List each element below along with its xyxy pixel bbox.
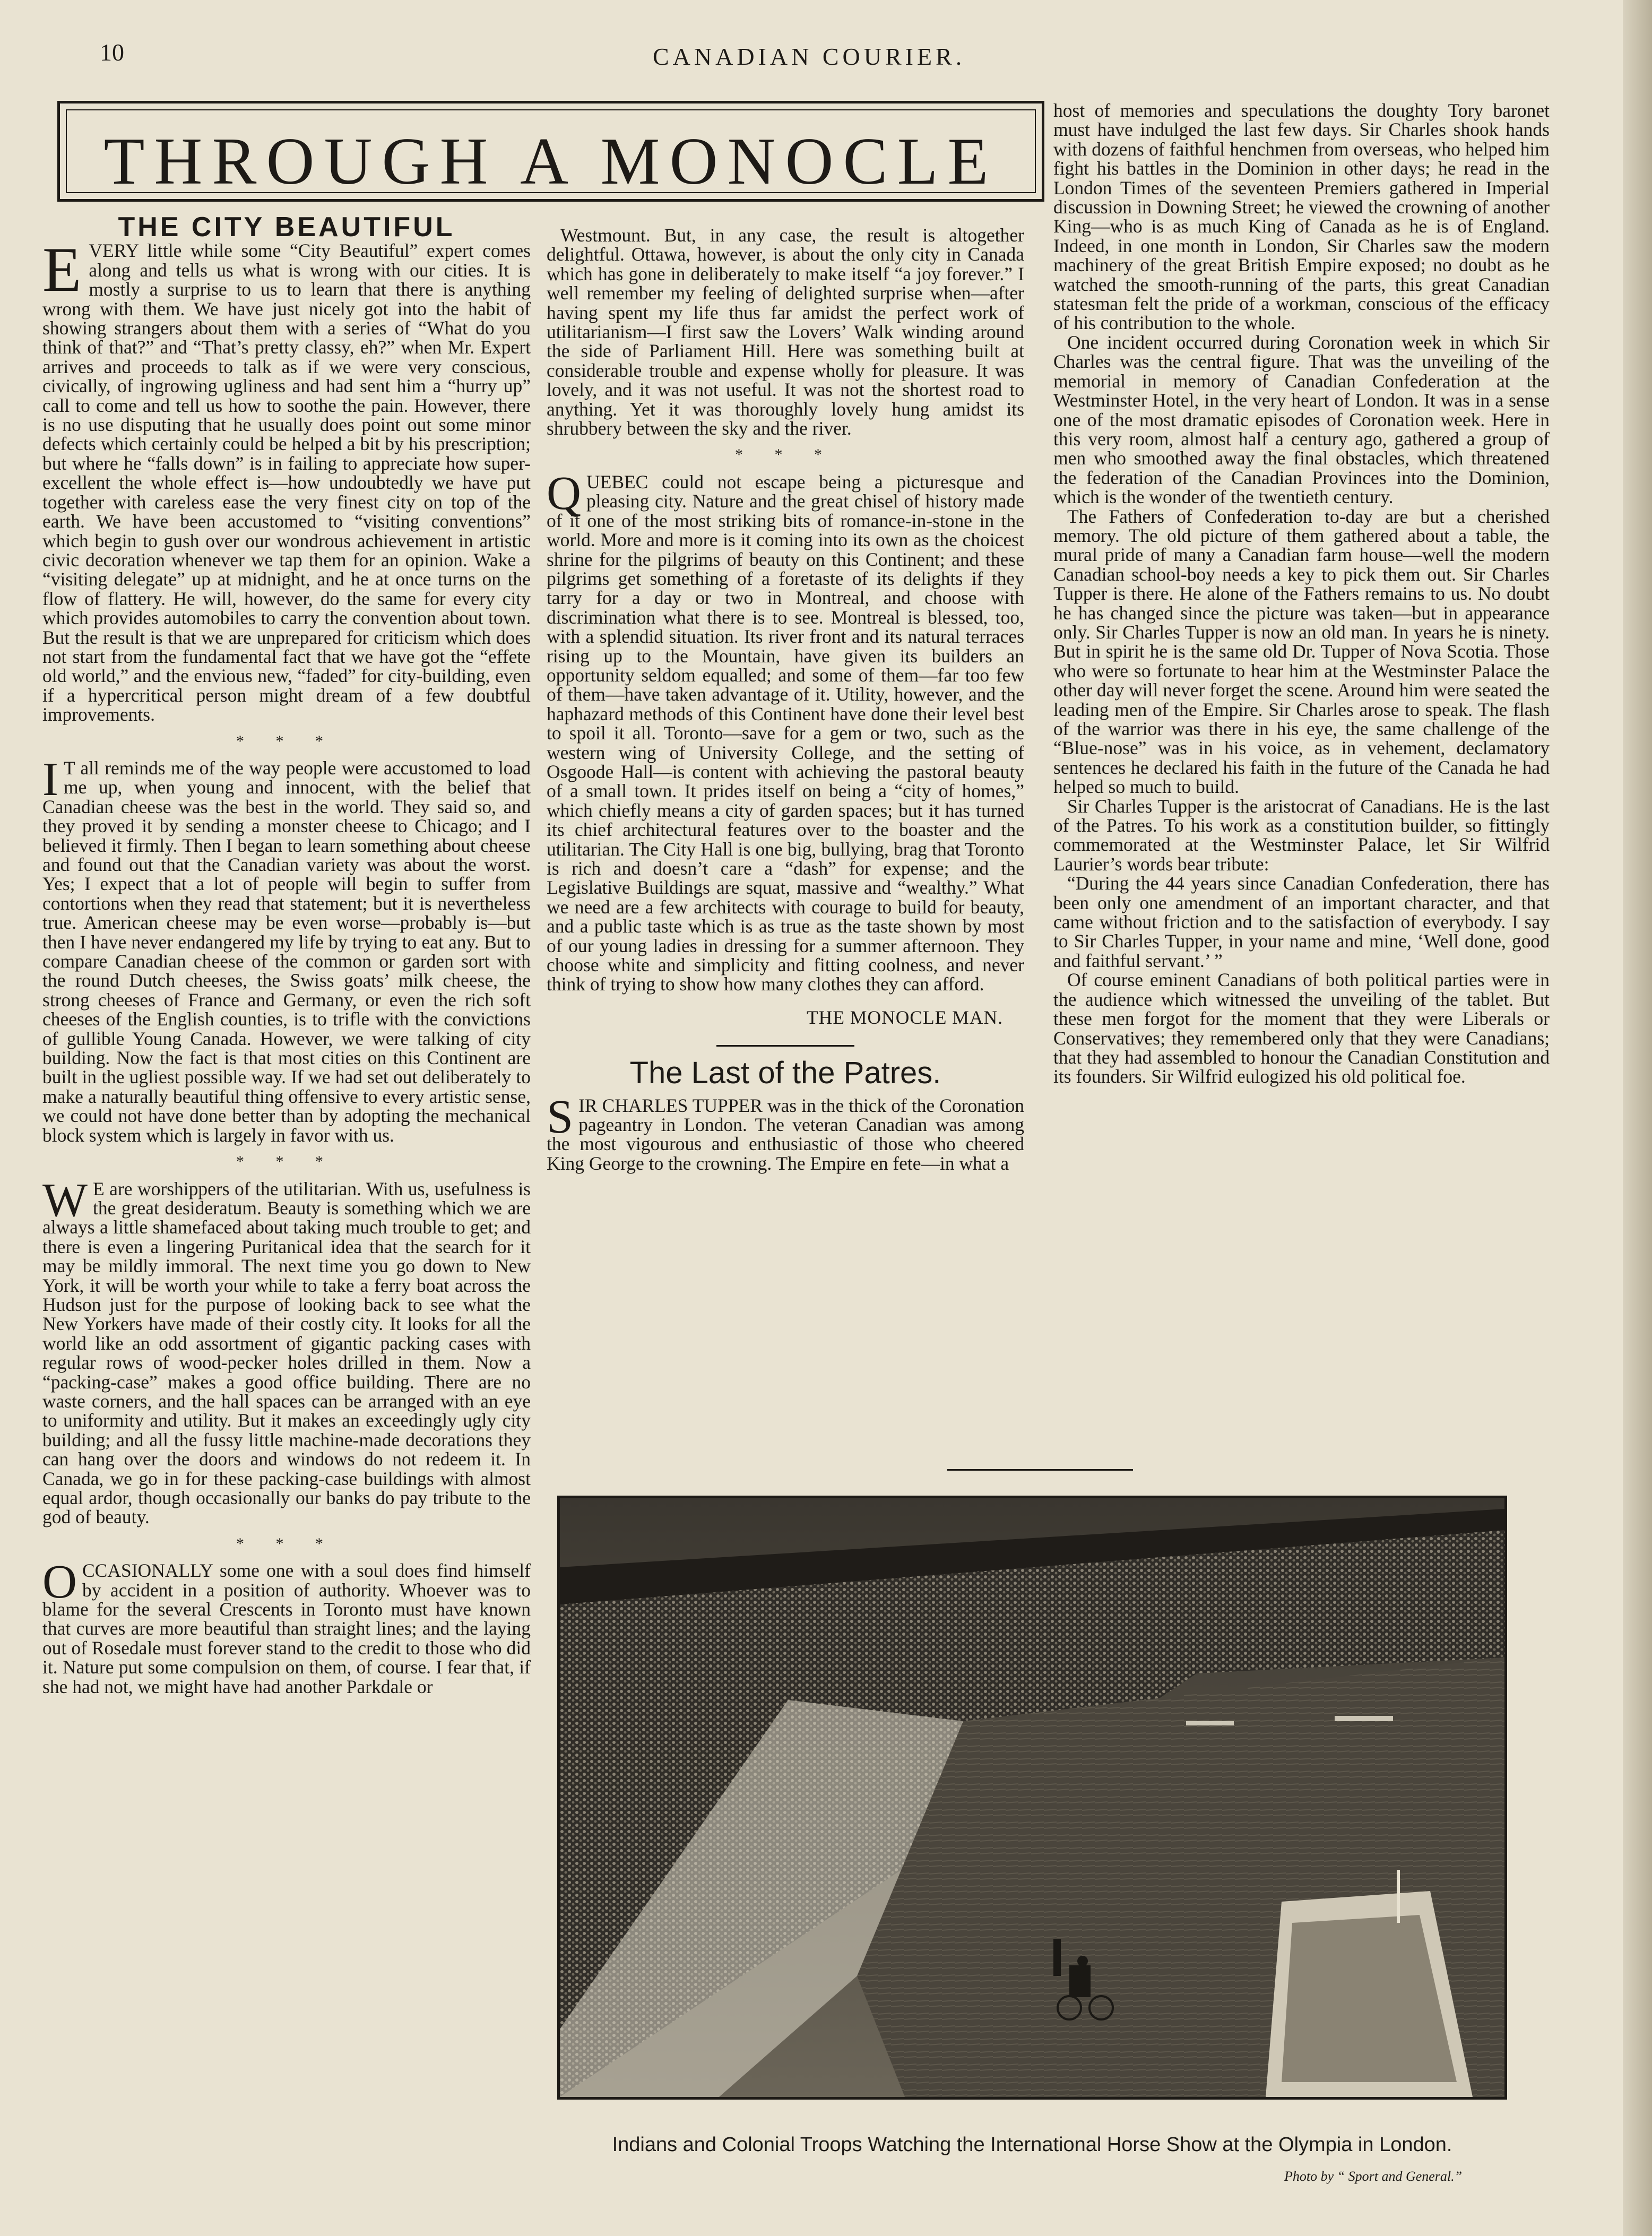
column-3 [1053,101,1550,1086]
paragraph-tupper [547,1090,1024,1174]
section-break: * * * [236,1534,337,1552]
drop-cap: Q [547,467,581,520]
paragraph-3: The Fathers of Confederation to-day are but a cherished memory. The old picture of them gathered about a table, the mural pride of many a Canadian farm house—well the modern Canadian school-boy needs a key to pick them out. Sir Charles Tupper is there. He alone of the Fathers remains to us. No doubt he has changed since the picture was taken—but in appearance only. Sir Charles Tupper is now an old man. In years he is ninety. But in spirit he is the same old Dr. Tupper of Nova Scotia. Those who were so fortunate to hear him at the Westminster Palace the other day will never forget the scene. Around him were seated the leading men of the Empire. Sir Charles arose to speak. The flash of the warrior was there in his eye, the same challenge of the “Blue-nose” was in his voice, as in vehement, declamatory sentences he declared his faith in the future of the Canada he had helped so much to build. [1053,505,1550,798]
signature: THE MONOCLE MAN. [807,1006,1003,1028]
arena-photograph [560,1498,1504,2097]
photograph [557,1496,1507,2100]
drop-cap: I [42,753,58,806]
photo-credit: Photo by “ Sport and General.” [1284,2169,1463,2184]
paragraph-1: host of memories and speculations the doughty Tory baronet must have indulged the last few days. Sir Charles shook hands with dozens of faithful henchmen from overseas, who helped him fight his battles in the Dominion in other days; he read in the London Times of the seventeen Premiers gathered in Imperial discussion in Downing Street; he viewed the crowning of another King—who is as much King of Canada as he is of England. Indeed, in one month in London, Sir Charles saw the modern machinery of the great British Empire exposed; no doubt as he watched the smooth-running of the parts, this great Canadian statesman felt the pride of a workman, conscious of the efficacy of his contribution to the whole. [1053,100,1550,334]
paragraph-text: E are worshippers of the utilitarian. With us, usefulness is the great desideratum. Beauty is something which we are always a little shamefaced about taking much trouble to get; and there is even a lingering Puritanical idea that the search for it may be mildly immoral. The next time you go down to New York, it will be worth your while to take a ferry boat across the Hudson just for the purpose of looking back to see what the New Yorkers have made of their costly city. It looks for all the world like an odd assortment of gigantic packing cases with regular rows of wood-pecker holes drilled in them. Now a “packing-case” makes a good office building. There are no waste corners, and the hall spaces can be arranged with an eye to uniformity and utility. But it makes an exceedingly ugly city building; and all the fussy little machine-made decorations they can hang over the doors and windows do not redeem it. In Canada, we go in for these packing-case buildings with almost equal ardor, though occasionally our banks do pay tribute to the god of beauty. [42,1178,531,1528]
section-break: * * * [236,732,337,750]
paragraph-text: CCASIONALLY some one with a soul does find himself by accident in a position of authority. Whoever was to blame for the several Crescents in Toronto must have known that curves are more beautiful than straight lines; and the laying out of Rosedale must forever stand to the credit to those who did it. Nature put some compulsion on them, of course. I fear that, if she had not, we might have had another Parkdale or [42,1560,531,1697]
running-head: CANADIAN COURIER. [653,43,966,70]
paragraph-quebec [547,467,1024,995]
section-break: * * * [735,446,836,464]
page-edge [1623,0,1652,2236]
column-1 [42,212,531,1697]
divider-rule [716,1045,854,1047]
column-2 [547,226,1024,1173]
paragraph-westmount: Westmount. But, in any case, the result is altogether delightful. Ottawa, however, is about the only city in Canada which has gone in deliberately to make itself “a joy forever.” I well remember my feeling of delighted surprise when—after having spent my life thus far amidst the perfect work of utilitarianism—I first saw the Lovers’ Walk winding around the side of Parliament Hill. Here was something built at considerable trouble and expense wholly for pleasure. It was lovely, and it was not useful. It was not the shortest road to anything. Yet it was thoroughly lovely hung amidst its shrubbery between the sky and the river. [547,225,1024,439]
masthead-box [57,101,1044,202]
section-heading-city-beautiful: THE CITY BEAUTIFUL [118,212,455,243]
divider-rule [947,1469,1133,1471]
photo-caption: Indians and Colonial Troops Watching the International Horse Show at the Olympia in London. [612,2134,1452,2156]
article-heading-last-of-patres: The Last of the Patres. [629,1056,941,1091]
paragraph-2 [42,753,531,1146]
paragraph-text: UEBEC could not escape being a picturesque and pleasing city. Nature and the great chisel of history made of it one of the most striking bits of romance-in-stone in the world. More and more is it coming into its own as the choicest shrine for the pilgrims of beauty on this Continent; and these pilgrims get something of a foretaste of its delights if they tarry for a day or two in Montreal, and choose with discrimination what there is to see. Montreal is blessed, too, with a splendid situation. Its river front and its natural terraces rising up to the Mountain, have given its builders an opportunity seldom equalled; and some of them—far too few of them—have taken advantage of it. Utility, however, and the haphazard methods of this Continent have done their level best to spoil it all. Toronto—save for a gem or two, such as the western wing of University College, and the setting of Osgoode Hall—is content with achieving the pastoral beauty of a small town. It prides itself on being a “city of homes,” which chiefly means a city of garden spaces; but it has turned its chief architectural features over to the boaster and the utilitarian. The City Hall is one big, bullying, brag that Toronto is rich and doesn’t care a “dash” for expense; and the Legislative Buildings are squat, massive and “wealthy.” What we need are a few architects with courage to build for beauty, and a public taste which is as true as the taste shown by most of our young ladies in dressing for a summer afternoon. They choose white and simplicity and fitting coolness, and never think of trying to show how many clothes they can afford. [547,471,1024,995]
paragraph-quote: “During the 44 years since Canadian Confederation, there has been only one amendment of an important character, and that came without friction and to the satisfaction of everybody. I say to Sir Charles Tupper, in your name and mine, ‘Well done, good and faithful servant.’ ” [1053,873,1550,971]
drop-cap: O [42,1556,77,1609]
paragraph-4 [42,1556,531,1697]
section-break: * * * [236,1153,337,1171]
drop-cap: S [547,1090,574,1143]
paragraph-4: Sir Charles Tupper is the aristocrat of Canadians. He is the last of the Patres. To his work as a constitution builder, so fittingly commemorated at the Westminster Palace, let Sir Wilfrid Laurier’s words bear tribute: [1053,795,1550,875]
paragraph-text: T all reminds me of the way people were accustomed to load me up, when young and innocent, with the belief that Canadian cheese was the best in the world. They said so, and they proved it by sending a monster cheese to Chicago; and I believed it firmly. Then I began to learn something about cheese and found out that the Canadian variety was about the worst. Yes; I expect that a lot of people will begin to suffer from contortions when they read that statement; but it is nevertheless true. American cheese may be even worse—probably is—but then I have never endangered my life by trying to eat any. But to compare Canadian cheese of the common or garden sort with the round Dutch cheeses, the Swiss goats’ milk cheese, the strong cheeses of France and Germany, or even the rich soft cheeses of the English counties, is to trifle with the convictions of gullible Young Canada. However, we were talking of city building. Now the fact is that most cities on this Continent are built in the ugliest possible way. If we had set out deliberately to make a naturally beautiful thing offensive to every artistic sense, we could not have done better than by adopting the mechanical block system which is largely in favor with us. [42,757,531,1146]
paragraph-6: Of course eminent Canadians of both political parties were in the audience which witnessed the unveiling of the tablet. But these men forgot for the moment that they were Liberals or Conservatives; they remembered only that they were Canadians; that they had assembled to honour the Canadian Constitution and its founders. Sir Wilfrid eulogized his old political foe. [1053,969,1550,1087]
page-number: 10 [100,39,124,66]
drop-cap: E [42,234,82,305]
paragraph-1 [42,234,531,726]
paragraph-3 [42,1173,531,1528]
paragraph-2: One incident occurred during Coronation week in which Sir Charles was the central figure. That was the unveiling of the memorial in memory of Canadian Confederation at the Westminster Hotel, in the very heart of London. It was in a sense one of the most dramatic episodes of Coronation week. Here in this very room, almost half a century ago, gathered a group of men who smoothed away the final obstacles, which threatened the federation of the Canadian Provinces into the Dominion, which is the wonder of the twentieth century. [1053,331,1550,508]
paragraph-text: VERY little while some “City Beautiful” expert comes along and tells us what is wrong with our cities. It is mostly a surprise to us to learn that there is anything wrong with them. We have just nicely got into the habit of showing strangers about them with a series of “What do you think of that?” and “That’s pretty classy, eh?” when Mr. Expert arrives and proceeds to talk as if we were very conscious, civically, of ingrowing ugliness and had sent him a “hurry up” call to come and tell us how to soothe the pain. However, there is no use disputing that he usually does point out some minor defects which certainly could be helped a bit by his prescription; but where he “falls down” is in failing to appreciate how super-excellent the whole effect is—how undoubtedly we have put together with careless ease the very finest city on top of the earth. We have been accustomed to “visiting conventions” which begin to gush over our wondrous achievement in artistic civic decoration whenever we tap them for an opinion. Wake a “visiting delegate” up at midnight, and he at once turns on the flow of flattery. He will, however, do the same for every city which provides automobiles to carry the convention about town. But the result is that we are unprepared for criticism which does not start from the fundamental fact that we have got the “effete old world,” and the envious new, “faded” for city-building, even if a hypercritical person might dream of a few doubtful improvements. [42,240,531,726]
drop-cap: W [42,1173,88,1227]
paragraph-text: IR CHARLES TUPPER was in the thick of the Coronation pageantry in London. The veteran Canadian was among the most vigourous and enthusiastic of those who cheered King George to the crowning. The Empire en fete—in what a [547,1094,1024,1174]
masthead-title: THROUGH A MONOCLE [103,125,998,198]
